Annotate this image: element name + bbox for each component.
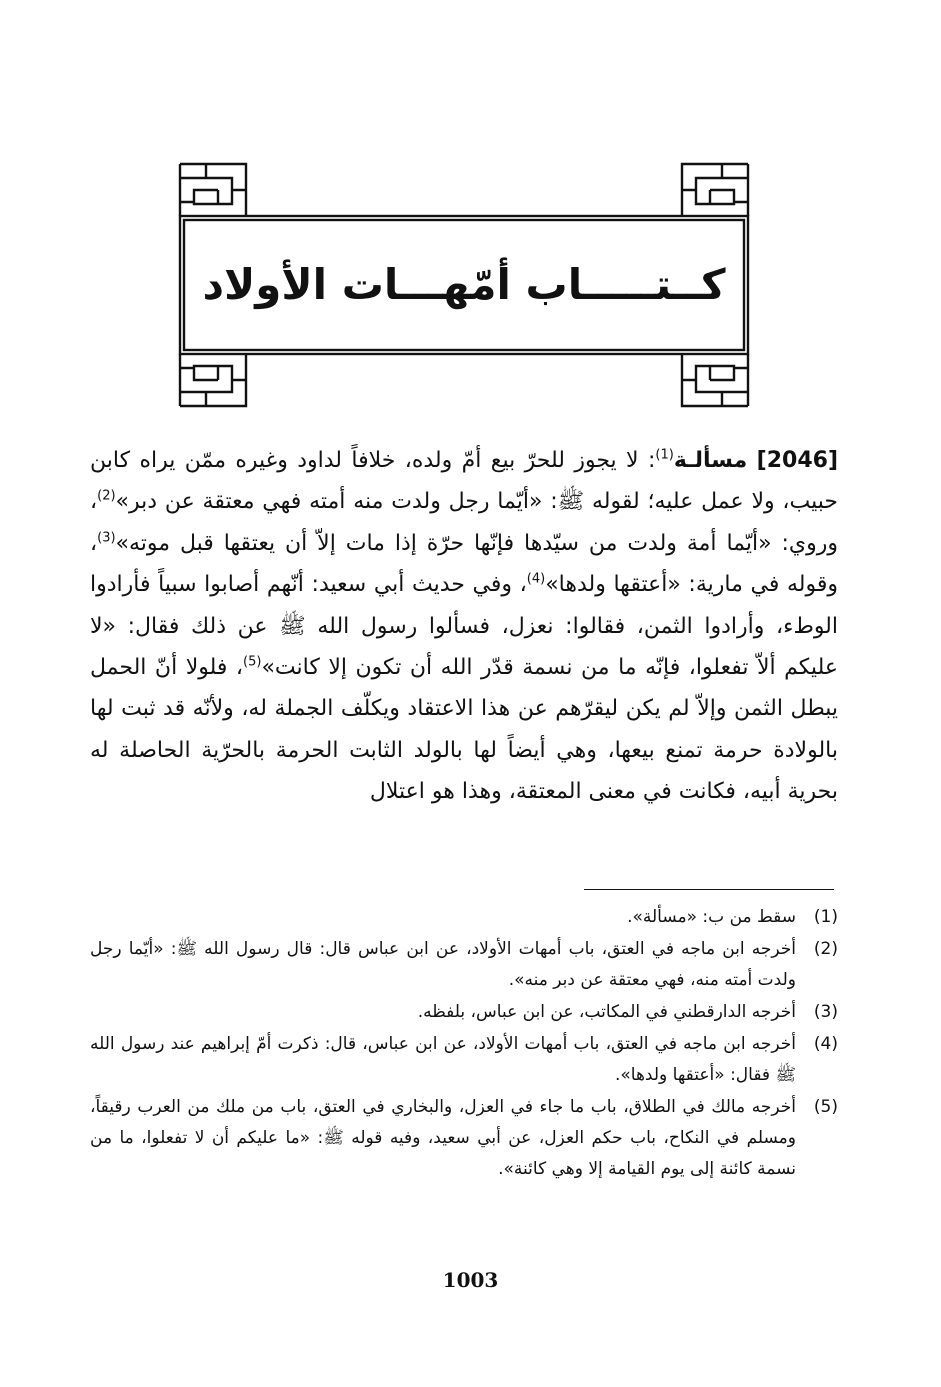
- text-segment-3: ، وقوله في مارية: «أعتقها ولدها»: [90, 530, 838, 598]
- footnote-text: أخرجه ابن ماجه في العتق، باب أمهات الأولاد، عن ابن عباس قال: قال رسول الله ﷺ: «أيّما رجل ولدت أمته منه، فهي معتقة عن دبر منه».: [90, 939, 796, 990]
- text-segment-1: : لا يجوز للحرّ بيع أمّ ولده، خلافاً لداود وغيره ممّن يراه كابن حبيب، ولا عمل عليه؛ لقوله ﷺ: «أيّما رجل ولدت منه أمته فهي معتقة عن دبر»: [90, 448, 838, 515]
- footnote-2: [90, 934, 838, 996]
- footnote-number: (2): [813, 939, 838, 959]
- footnote-ref-2: (2): [97, 489, 116, 505]
- page-number: 1003: [442, 1268, 499, 1292]
- footnote-4: [90, 1029, 838, 1091]
- issue-label: مسألـة: [673, 448, 748, 473]
- footnote-ref-1: (1): [655, 447, 674, 463]
- footnote-number: (5): [813, 1097, 838, 1117]
- footnote-ref-4: (4): [526, 571, 546, 587]
- main-text: [90, 440, 838, 813]
- issue-paragraph: [90, 440, 838, 813]
- footnote-5: [90, 1092, 838, 1185]
- footnote-separator: [584, 889, 834, 890]
- footnote-text: أخرجه مالك في الطلاق، باب ما جاء في العزل، والبخاري في العتق، باب من ملك من العرب رقيقاً، ومسلم في النكاح، باب حكم العزل، عن أبي سعيد، وفيه قوله ﷺ: «ما عليكم أن لا تفعلوا، ما من نسمة كائنة إلى يوم القيامة إلا وهي كائنة».: [90, 1097, 796, 1179]
- text-segment-4: ، وفي حديث أبي سعيد: أنّهم أصابوا سبياً فأرادوا الوطء، وأرادوا الثمن، فقالوا: نعزل، فسألوا رسول الله ﷺ عن ذلك فقال: «لا عليكم ألاّ تفعلوا، فإنّه ما من نسمة قدّر الله أن تكون إلا كانت»: [90, 572, 838, 681]
- chapter-title-frame: [176, 160, 752, 410]
- footnote-number: (3): [813, 1002, 838, 1022]
- footnote-ref-3: (3): [97, 530, 116, 546]
- footnotes: [90, 902, 838, 1186]
- footnote-ref-5: (5): [243, 654, 262, 670]
- footnote-text: أخرجه ابن ماجه في العتق، باب أمهات الأولاد، عن ابن عباس، قال: ذكرت أمّ إبراهيم عند رسول الله ﷺ فقال: «أعتقها ولدها».: [90, 1034, 796, 1085]
- footnote-number: (1): [813, 907, 838, 927]
- footnote-1: [90, 902, 838, 933]
- chapter-title: كــتـــــاب أمّهـــات الأولاد: [202, 260, 726, 309]
- footnote-number: (4): [813, 1034, 838, 1054]
- issue-number: [2046]: [756, 448, 838, 473]
- text-segment-5: ، فلولا أنّ الحمل يبطل الثمن وإلاّ لم يكن ليقرّهم عن هذا الاعتقاد ويكلّف الجملة له، ولأنّه قد ثبت لها بالولادة حرمة تمنع بيعها، وهي أيضاً لها بالولد الثابت الحرمة بالحرّية الحاصلة له بحرية أبيه، فكانت في معنى المعتقة، وهذا هو اعتلال: [90, 655, 838, 805]
- footnote-text: أخرجه الدارقطني في المكاتب، عن ابن عباس، بلفظه.: [417, 1002, 796, 1022]
- footnote-text: سقط من ب: «مسألة».: [627, 907, 796, 927]
- footnote-3: [90, 997, 838, 1028]
- text-segment-2: ، وروي: «أيّما أمة ولدت من سيّدها فإنّها حرّة إذا مات إلاّ أن يعتقها قبل موته»: [90, 489, 838, 556]
